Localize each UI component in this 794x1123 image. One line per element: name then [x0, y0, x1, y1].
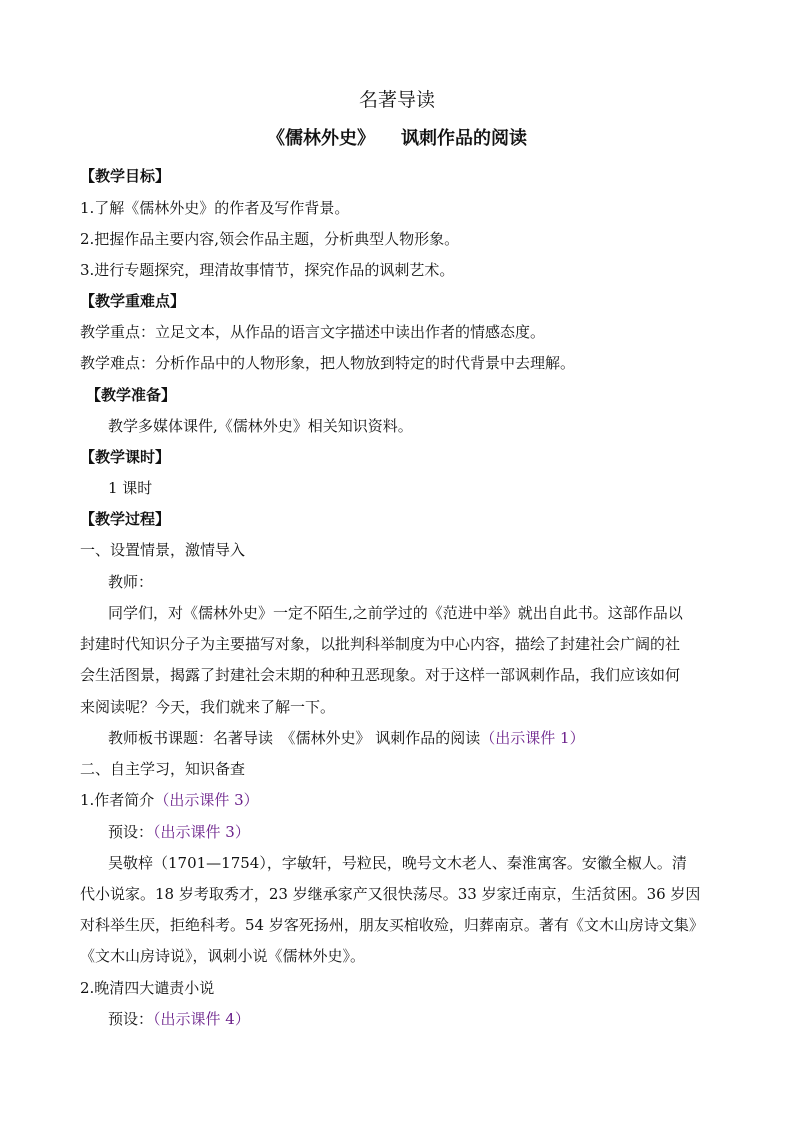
preset-2-label: 预设：	[108, 1010, 154, 1028]
page-subtitle	[0, 127, 794, 151]
board-text: 教师板书课题：名著导读 《儒林外史》 讽刺作品的阅读	[108, 729, 481, 747]
heading-class-hours: 【教学课时】	[80, 448, 171, 466]
goal-2: 2.把握作品主要内容,领会作品主题，分析典型人物形象。	[80, 230, 460, 248]
preset-1	[108, 822, 250, 842]
sub-1-heading	[80, 790, 259, 810]
sub-1-courseware-link[interactable]: （出示课件 3）	[154, 791, 259, 809]
intro-line-2: 封建时代知识分子为主要描写对象，以批判科举制度为中心内容，描绘了封建社会广阔的社	[80, 635, 681, 653]
board-heading	[108, 728, 585, 748]
sub-2-title: 2.晚清四大谴责小说	[80, 979, 215, 997]
key-point: 教学重点：立足文本，从作品的语言文字描述中读出作者的情感态度。	[80, 323, 546, 341]
teacher-label: 教师：	[108, 573, 154, 591]
author-line-2: 代小说家。18 岁考取秀才，23 岁继承家产又很快荡尽。33 岁家迁南京，生活贫困。36 岁因	[80, 885, 701, 903]
author-line-4: 《文木山房诗说》，讽刺小说《儒林外史》。	[80, 947, 366, 965]
goal-3: 3.进行专题探究，理清故事情节，探究作品的讽刺艺术。	[80, 261, 455, 279]
goal-1: 1.了解《儒林外史》的作者及写作背景。	[80, 199, 350, 217]
heading-process: 【教学过程】	[80, 510, 171, 528]
heading-goals: 【教学目标】	[80, 167, 171, 185]
preset-1-courseware-link[interactable]: （出示课件 3）	[153, 823, 250, 841]
heading-key-points: 【教学重难点】	[80, 292, 186, 310]
author-line-3: 对科举生厌，拒绝科考。54 岁客死扬州，朋友买棺收殓，归葬南京。著有《文木山房诗文集》	[80, 916, 704, 934]
preset-2	[108, 1009, 250, 1029]
preset-1-label: 预设：	[108, 823, 154, 841]
difficult-point: 教学难点：分析作品中的人物形象，把人物放到特定的时代背景中去理解。	[80, 354, 576, 372]
preset-2-courseware-link[interactable]: （出示课件 4）	[153, 1010, 250, 1028]
subtitle-book: 《儒林外史》	[267, 128, 375, 149]
author-line-1: 吴敬梓（1701—1754），字敏轩，号粒民，晚号文木老人、秦淮寓客。安徽全椒人。清	[108, 854, 687, 872]
class-hours-text: 1 课时	[108, 479, 153, 497]
subtitle-rest: 讽刺作品的阅读	[401, 128, 527, 149]
sub-1-title: 1.作者简介	[80, 791, 155, 809]
heading-preparation: 【教学准备】	[86, 386, 177, 404]
intro-line-3: 会生活图景，揭露了封建社会末期的种种丑恶现象。对于这样一部讽刺作品，我们应该如何	[80, 666, 681, 684]
preparation-text: 教学多媒体课件,《儒林外史》相关知识资料。	[108, 417, 413, 435]
section-1-title: 一、设置情景，激情导入	[80, 541, 246, 559]
board-courseware-link[interactable]: （出示课件 1）	[480, 729, 585, 747]
intro-line-1: 同学们，对《儒林外史》一定不陌生,之前学过的《范进中举》就出自此书。这部作品以	[108, 604, 683, 622]
intro-line-4: 来阅读呢？今天，我们就来了解一下。	[80, 698, 336, 716]
section-2-title: 二、自主学习，知识备查	[80, 760, 246, 778]
page-title: 名著导读	[358, 89, 435, 111]
